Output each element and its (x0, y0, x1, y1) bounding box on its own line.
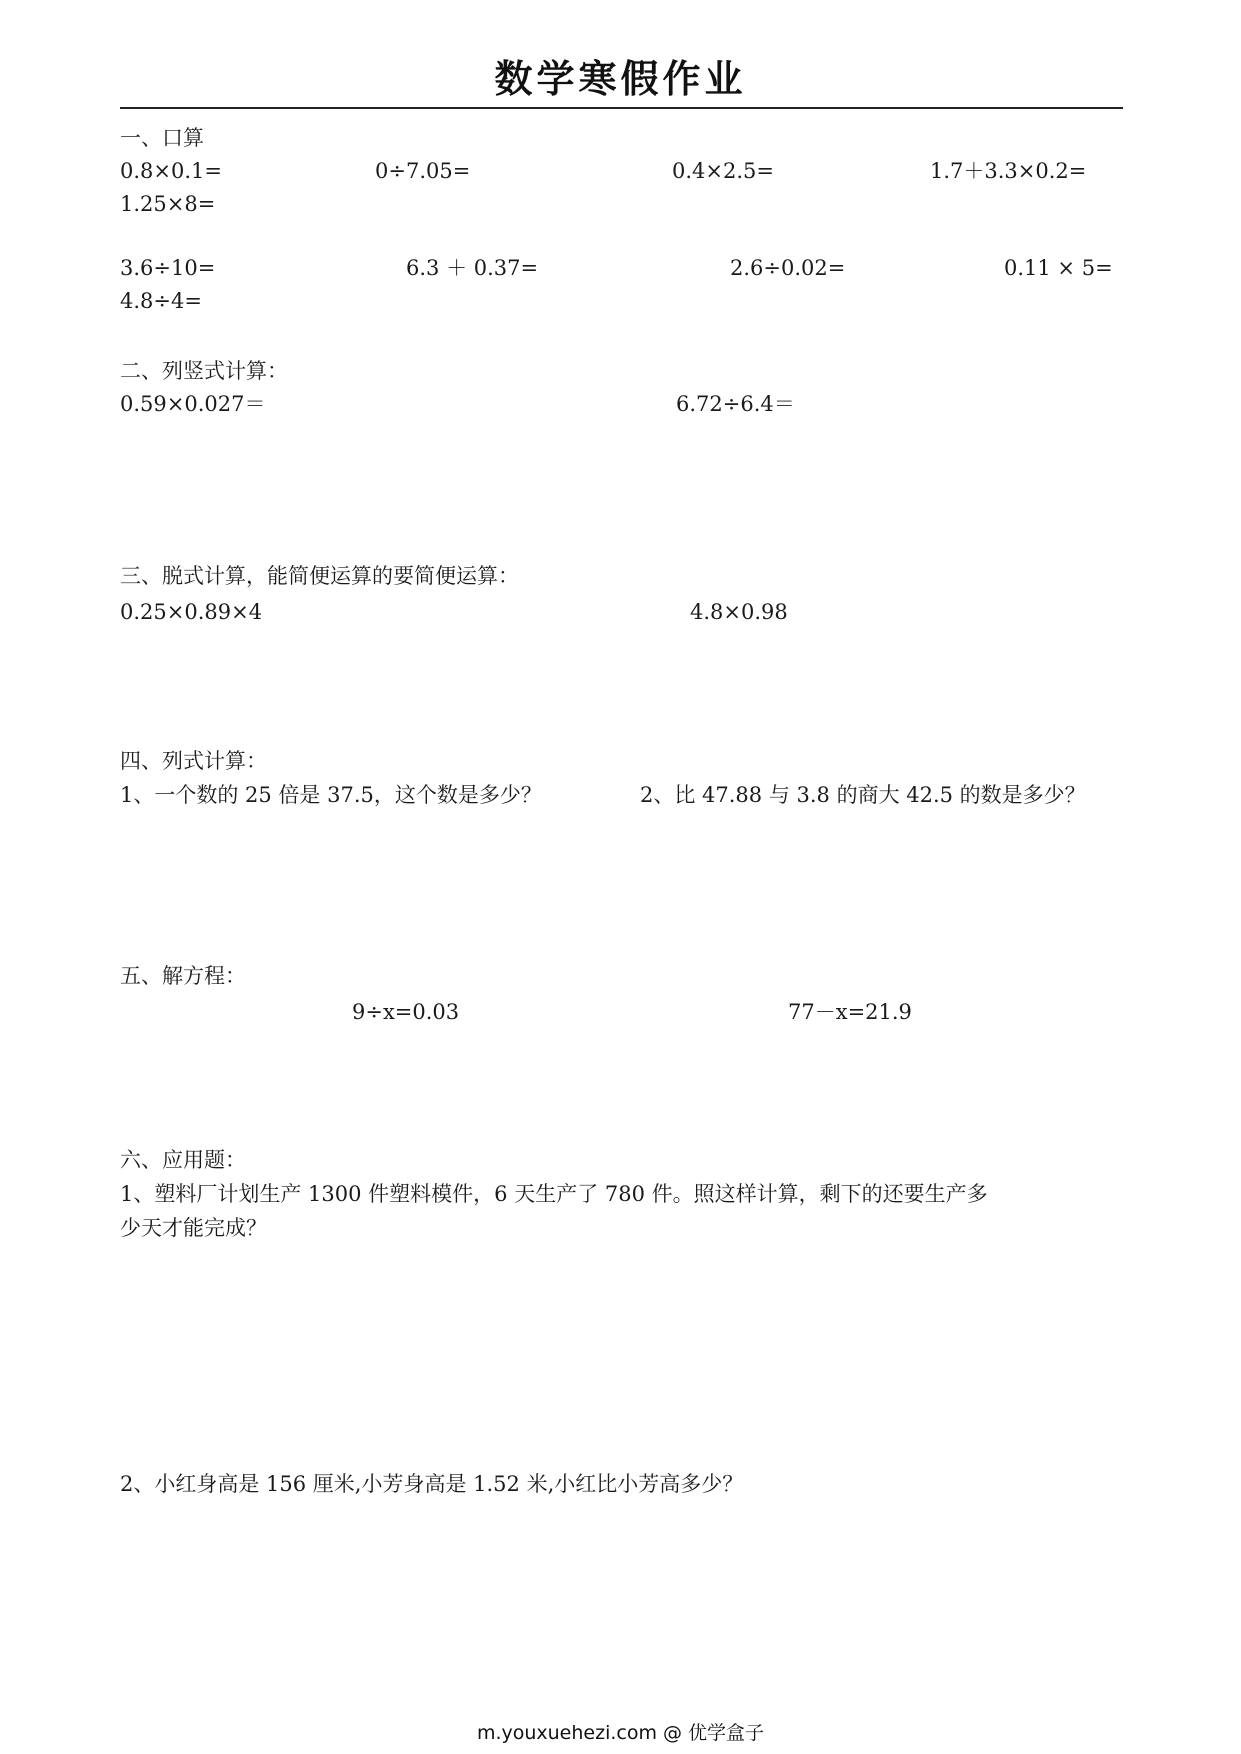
footer-watermark: m.youxuehezi.com @ 优学盒子 (476, 1722, 765, 1744)
section-1-heading: 一、口算 (120, 126, 204, 150)
section-6-heading: 六、应用题： (120, 1148, 246, 1172)
oral-calc-item: 1.25×8= (120, 192, 216, 216)
oral-calc-item: 0.8×0.1= (120, 159, 222, 183)
oral-calc-item: 0÷7.05= (375, 159, 471, 183)
oral-calc-item: 3.6÷10= (120, 256, 216, 280)
oral-calc-item: 0.11 × 5= (1004, 256, 1113, 280)
oral-calc-item: 0.4×2.5= (672, 159, 774, 183)
page-title: 数学寒假作业 (494, 57, 747, 101)
word-problem-2: 2、小红身高是 156 厘米,小芳身高是 1.52 米,小红比小芳高多少？ (120, 1472, 744, 1496)
oral-calc-item: 6.3 ＋ 0.37= (406, 256, 539, 280)
oral-calc-item: 4.8÷4= (120, 289, 202, 313)
section-2-heading: 二、列竖式计算： (120, 359, 288, 383)
expression-question: 2、比 47.88 与 3.8 的商大 42.5 的数是多少？ (640, 783, 1086, 807)
oral-calc-item: 1.7＋3.3×0.2= (930, 159, 1087, 183)
section-4-heading: 四、列式计算： (120, 749, 267, 773)
word-problem-1-cont: 少天才能完成？ (120, 1216, 267, 1240)
section-3-heading: 三、脱式计算，能简便运算的要简便运算： (120, 564, 519, 588)
vertical-calc-item: 0.59×0.027＝ (120, 392, 266, 416)
equation-item: 9÷x=0.03 (352, 1000, 460, 1024)
step-calc-item: 0.25×0.89×4 (120, 600, 263, 624)
word-problem-1: 1、塑料厂计划生产 1300 件塑料模件，6 天生产了 780 件。照这样计算，剩下的还要生产多 (120, 1182, 988, 1206)
expression-question: 1、一个数的 25 倍是 37.5，这个数是多少？ (120, 783, 542, 807)
title-divider (120, 107, 1123, 109)
oral-calc-item: 2.6÷0.02= (730, 256, 846, 280)
equation-item: 77－x=21.9 (788, 1000, 912, 1024)
step-calc-item: 4.8×0.98 (690, 600, 788, 624)
section-5-heading: 五、解方程： (120, 964, 246, 988)
vertical-calc-item: 6.72÷6.4＝ (676, 392, 795, 416)
